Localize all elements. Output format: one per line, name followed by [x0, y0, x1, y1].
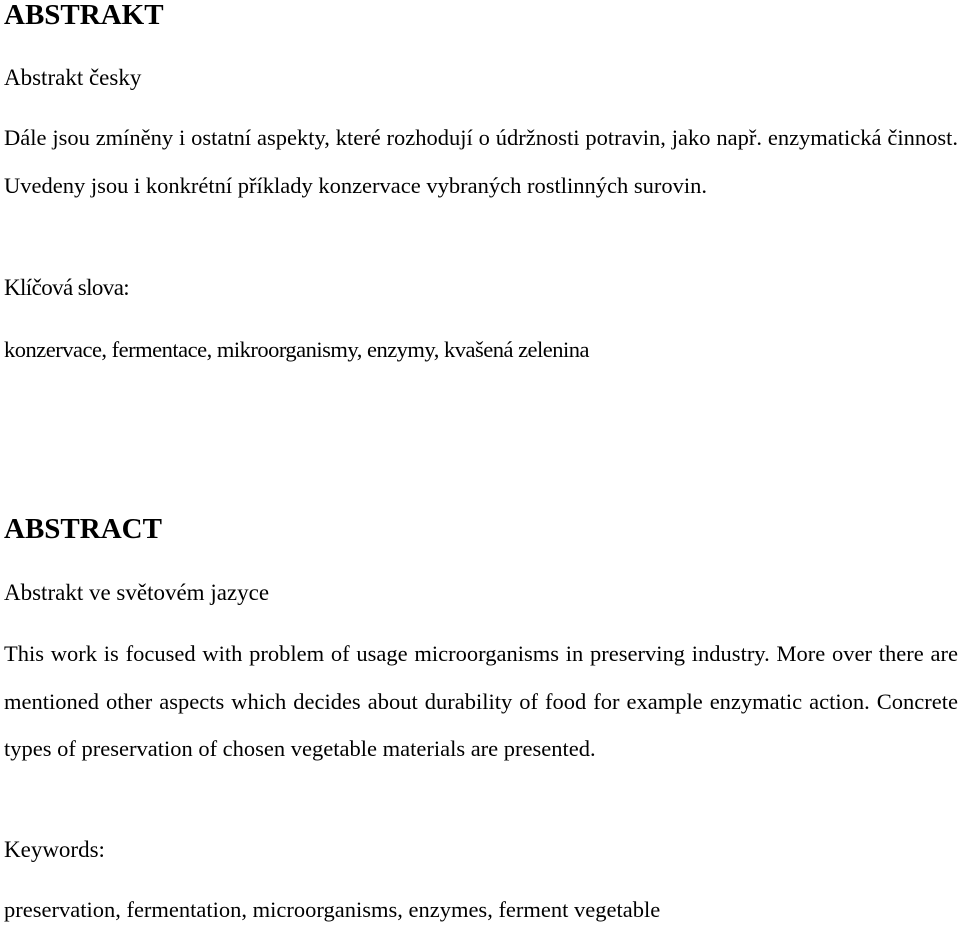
czech-abstract-subheading: Abstrakt česky [4, 65, 142, 90]
english-keywords: preservation, fermentation, microorganisms, enzymes, ferment vegetable [4, 897, 661, 922]
czech-abstract-body: Dále jsou zmíněny i ostatní aspekty, které rozhodují o údržnosti potravin, jako např. enzymatická činnost. Uvedeny jsou i konkrétní příklady konzervace vybraných rostlinných surovin. [4, 125, 958, 198]
english-abstract-subheading: Abstrakt ve světovém jazyce [4, 580, 270, 605]
czech-keywords-label: Klíčová slova: [4, 275, 130, 300]
czech-keywords: konzervace, fermentace, mikroorganismy, enzymy, kvašená zelenina [4, 337, 590, 362]
english-abstract-body: This work is focused with problem of usage microorganisms in preserving industry. More over there are mentioned other aspects which decides about durability of food for example enzymatic action. Concrete types of preservation of chosen vegetable materials are presented. [4, 641, 958, 761]
czech-abstract-heading: ABSTRAKT [4, 0, 164, 31]
english-abstract-heading: ABSTRACT [4, 513, 162, 545]
english-keywords-label: Keywords: [4, 837, 105, 862]
